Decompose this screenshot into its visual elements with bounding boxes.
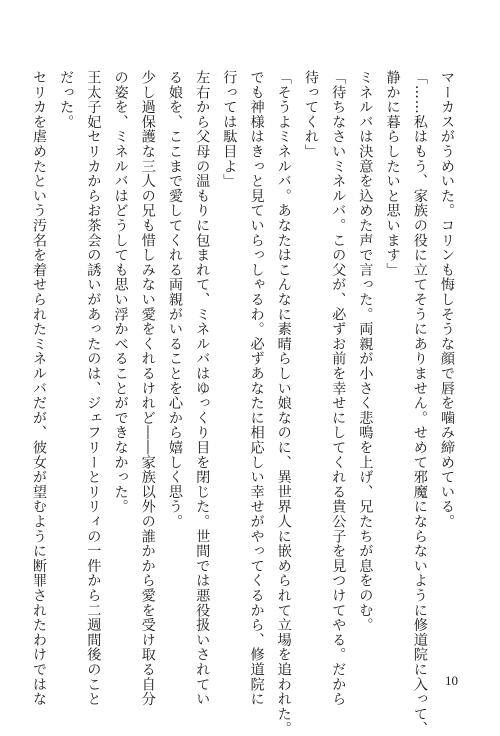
text-line: でも神様はきっと見ていらっしゃるわ。必ずあなたに相応しい幸せがやってくるから、修道院に bbox=[248, 70, 265, 707]
text-line: マーカスがうめいた。コリンも悔しそうな顔で唇を噛み締めている。 bbox=[439, 70, 455, 529]
text-line: る娘を、ここまで愛してくれる両親がいることを心から嬉しく思う。 bbox=[166, 70, 183, 529]
text-line: 静かに暮らしたいと思います」 bbox=[384, 70, 401, 278]
text-line: 左右から父母の温もりに包まれて、ミネルバはゆっくり目を閉じた。世間では悪役扱いされてい bbox=[194, 70, 211, 707]
text-line: の姿を、ミネルバはどうしても思い浮かべることができなかった。 bbox=[112, 70, 129, 514]
text-line: 王太子妃セリカからお茶会の誘いがあったのは、ジェフリーとリリィの一件から二週間後のこと bbox=[85, 70, 102, 707]
text-line: だった。 bbox=[58, 70, 75, 130]
page-number: 10 bbox=[445, 673, 458, 688]
text-line: 少し過保護な三人の兄も惜しみない愛をくれるけれど――家族以外の誰かから愛を受け取る自分 bbox=[139, 70, 156, 707]
text-line: ミネルバは決意を込めた声で言った。両親が小さく悲鳴を上げ、兄たちが息をのむ。 bbox=[357, 70, 374, 633]
text-line: 待ってくれ」 bbox=[302, 70, 319, 159]
text-line: 「……私はもう、家族の役に立てそうにありません。せめて邪魔にならないように修道院に入って、 bbox=[411, 70, 428, 736]
text-line: セリカを虐めたという汚名を着せられたミネルバだが、彼女が望むように断罪されたわけではな bbox=[30, 70, 47, 707]
text-line: 行っては駄目よ」 bbox=[221, 70, 238, 189]
text-line: 「待ちなさいミネルバ。この父が、必ずお前を幸せにしてくれる貴公子を見つけてやる。だから bbox=[330, 70, 347, 707]
text-line: 「そうよミネルバ。あなたはこんなに素晴らしい娘なのに、異世界人に嵌められて立場を追われた。 bbox=[275, 70, 292, 736]
